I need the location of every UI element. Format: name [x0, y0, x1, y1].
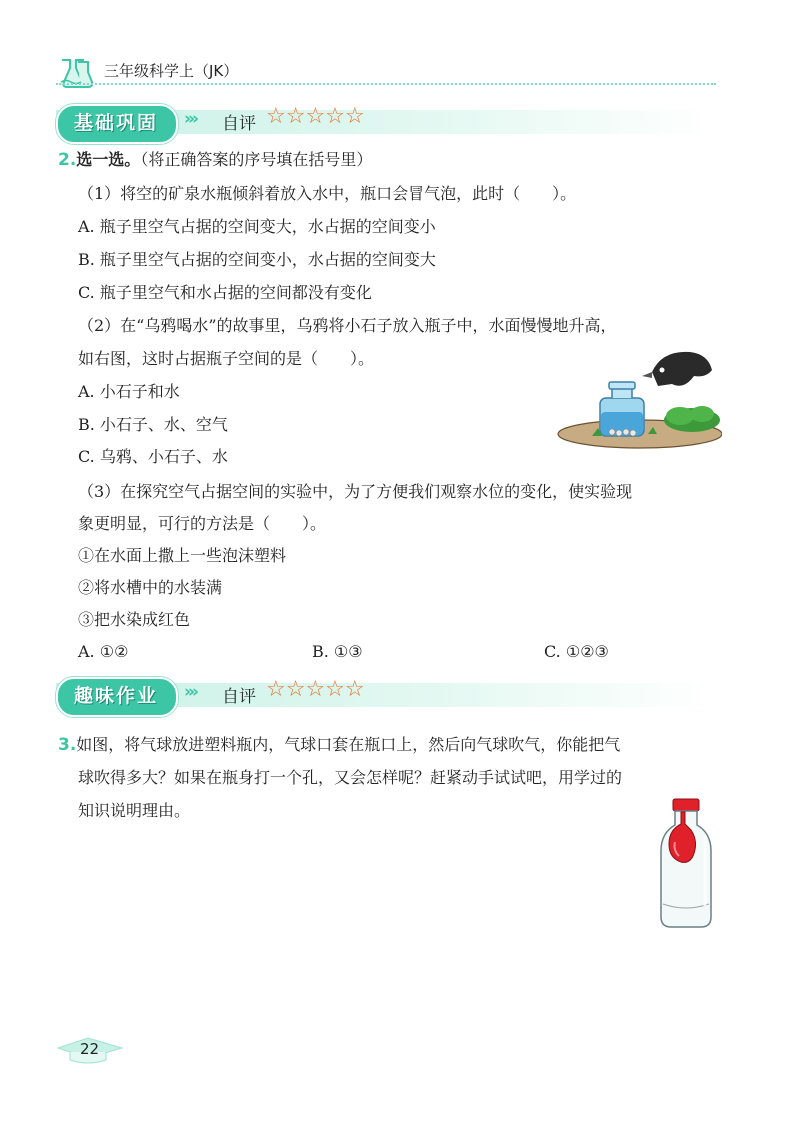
- triple-chevron-icon: ›››: [184, 109, 197, 129]
- sub-question-2-stem-line2: 如右图，这时占据瓶子空间的是（ ）。: [78, 349, 375, 368]
- self-eval-label: 自评: [222, 687, 256, 707]
- sub-question-2-stem-line1: （2）在“乌鸦喝水”的故事里，乌鸦将小石子放入瓶子中，水面慢慢地升高，: [78, 316, 617, 335]
- bottle-balloon-illustration: [655, 796, 717, 930]
- option-b: B. 瓶子里空气占据的空间变小，水占据的空间变大: [78, 250, 436, 269]
- option-a: A. 小石子和水: [78, 382, 180, 401]
- sub-question-3-stem-line2: 象更明显，可行的方法是（ ）。: [78, 514, 327, 533]
- question-3-line3: 知识说明理由。: [78, 801, 191, 820]
- statement-1: ①在水面上撒上一些泡沫塑料: [78, 546, 287, 565]
- question-2-heading: [58, 150, 372, 170]
- question-title: 选一选。: [76, 150, 141, 169]
- question-number: 3.: [58, 735, 77, 755]
- question-3-line2: 球吹得多大？如果在瓶身打一个孔，又会怎样呢？赶紧动手试试吧，用学过的: [78, 768, 623, 787]
- section-badge-label: 基础巩固: [73, 112, 158, 134]
- option-a: A. ①②: [78, 642, 129, 661]
- option-b: B. 小石子、水、空气: [78, 415, 228, 434]
- page-number: 22: [80, 1040, 100, 1058]
- triple-chevron-icon: ›››: [184, 682, 197, 702]
- option-b: B. ①③: [312, 642, 363, 661]
- option-c: C. ①②③: [544, 642, 609, 661]
- option-a: A. 瓶子里空气占据的空间变大，水占据的空间变小: [78, 217, 436, 236]
- question-number: 2.: [58, 150, 77, 170]
- statement-2: ②将水槽中的水装满: [78, 578, 223, 597]
- header-divider: [56, 83, 716, 85]
- book-title: 三年级科学上（JK）: [104, 62, 239, 80]
- page-number-badge: [56, 1036, 126, 1066]
- question-text: 如图，将气球放进塑料瓶内，气球口套在瓶口上，然后向气球吹气，你能把气: [76, 735, 621, 754]
- section-banner-basic: [56, 104, 716, 140]
- option-c: C. 乌鸦、小石子、水: [78, 447, 228, 466]
- rating-stars-icon[interactable]: ☆☆☆☆☆: [266, 677, 365, 702]
- sub-question-3-stem-line1: （3）在探究空气占据空间的实验中，为了方便我们观察水位的变化，使实验现: [78, 482, 633, 501]
- statement-3: ③把水染成红色: [78, 610, 191, 629]
- section-badge-label: 趣味作业: [73, 685, 158, 707]
- option-c: C. 瓶子里空气和水占据的空间都没有变化: [78, 283, 372, 302]
- sub-question-1-stem: （1）将空的矿泉水瓶倾斜着放入水中，瓶口会冒气泡，此时（ ）。: [78, 184, 577, 203]
- section-banner-fun: [56, 677, 716, 713]
- question-instruction: （将正确答案的序号填在括号里）: [140, 150, 373, 169]
- self-eval-label: 自评: [222, 114, 256, 134]
- crow-drinking-water-illustration: [552, 344, 722, 450]
- question-3-line1: [58, 735, 620, 755]
- rating-stars-icon[interactable]: ☆☆☆☆☆: [266, 104, 365, 129]
